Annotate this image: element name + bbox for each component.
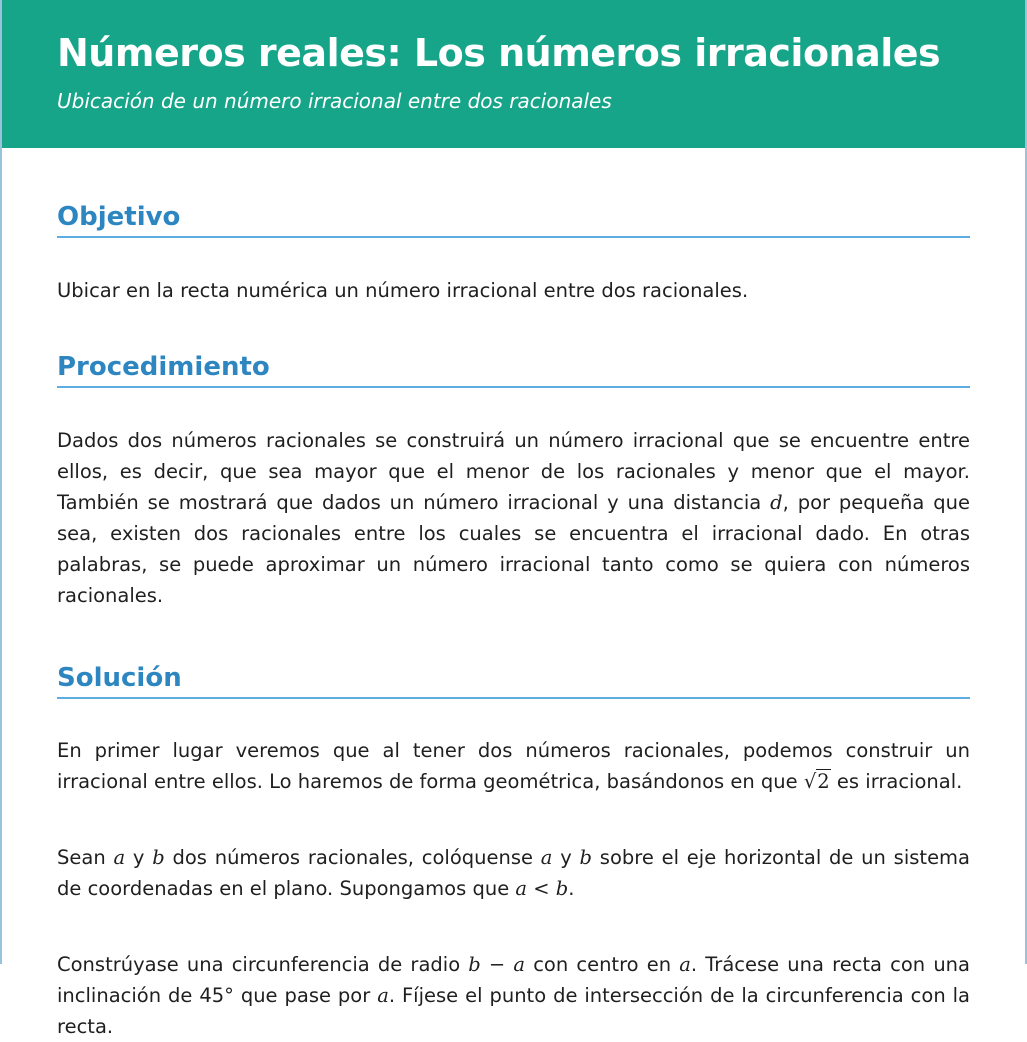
procedimiento-paragraph [57, 425, 970, 611]
solucion-p2-y2: y [552, 846, 580, 869]
sqrt-symbol: √ [803, 770, 817, 793]
solucion-p2-text-a: Sean [57, 846, 114, 869]
less-than-symbol: < [527, 877, 556, 900]
var-b: b [579, 846, 593, 869]
section-title-solucion: Solución [57, 661, 970, 699]
sqrt-2-expression [804, 769, 831, 793]
var-a: a [679, 953, 691, 976]
page-content [2, 200, 1025, 1042]
solucion-p1-text-b: es irracional. [830, 770, 963, 793]
solucion-paragraph-1 [57, 735, 970, 797]
var-b: b [468, 953, 481, 976]
solucion-p1-text-a: En primer lugar veremos que al tener dos números racionales, podemos construir un irracional entre ellos. Lo haremos de forma geométrica, basándonos en que [57, 739, 970, 793]
solucion-p3-text-c: . Trácese una recta con una inclinación de 45° que pase por [57, 953, 970, 1007]
solucion-p2-y1: y [125, 846, 153, 869]
solucion-p2-text-b: dos números racionales, colóquense [164, 846, 541, 869]
solucion-p2-text-c: sobre el eje horizontal de un sistema de coordenadas en el plano. Supongamos que [57, 846, 971, 900]
procedimiento-text-b: , por pequeña que sea, existen dos racionales entre los cuales se encuentra el irracional dado. En otras palabras, se puede aproximar un número irracional tanto como se quiera con números racionales. [57, 491, 970, 607]
solucion-p2-end: . [568, 877, 575, 900]
section-title-procedimiento: Procedimiento [57, 350, 970, 388]
var-a: a [515, 877, 528, 900]
var-a: a [513, 953, 526, 976]
var-b: b [152, 846, 165, 869]
solucion-p3-text-b: con centro en [525, 953, 680, 976]
page-title: Números reales: Los números irracionales [57, 31, 941, 75]
page-subtitle: Ubicación de un número irracional entre dos racionales [57, 89, 612, 113]
solucion-p3-text-a: Constrúyase una circunferencia de radio [57, 953, 469, 976]
sqrt-radicand: 2 [817, 770, 830, 793]
var-a: a [540, 846, 553, 869]
procedimiento-text-a: Dados dos números racionales se construirá un número irracional que se encuentre entre ellos, es decir, que sea mayor que el menor de los racionales y menor que el mayor. También se mostrará que dados un número irracional y una distancia [57, 429, 970, 514]
objetivo-paragraph: Ubicar en la recta numérica un número irracional entre dos racionales. [57, 279, 749, 302]
var-d: d [770, 491, 783, 514]
solucion-paragraph-3 [57, 949, 970, 1042]
solucion-p3-text-d: . Fíjese el punto de intersección de la circunferencia con la recta. [57, 984, 970, 1038]
var-a: a [377, 984, 389, 1007]
var-b: b [555, 877, 569, 900]
solucion-paragraph-2 [57, 842, 970, 904]
page-header [2, 0, 1025, 148]
section-title-objetivo: Objetivo [57, 200, 970, 238]
minus-symbol: − [480, 953, 514, 976]
var-a: a [113, 846, 126, 869]
